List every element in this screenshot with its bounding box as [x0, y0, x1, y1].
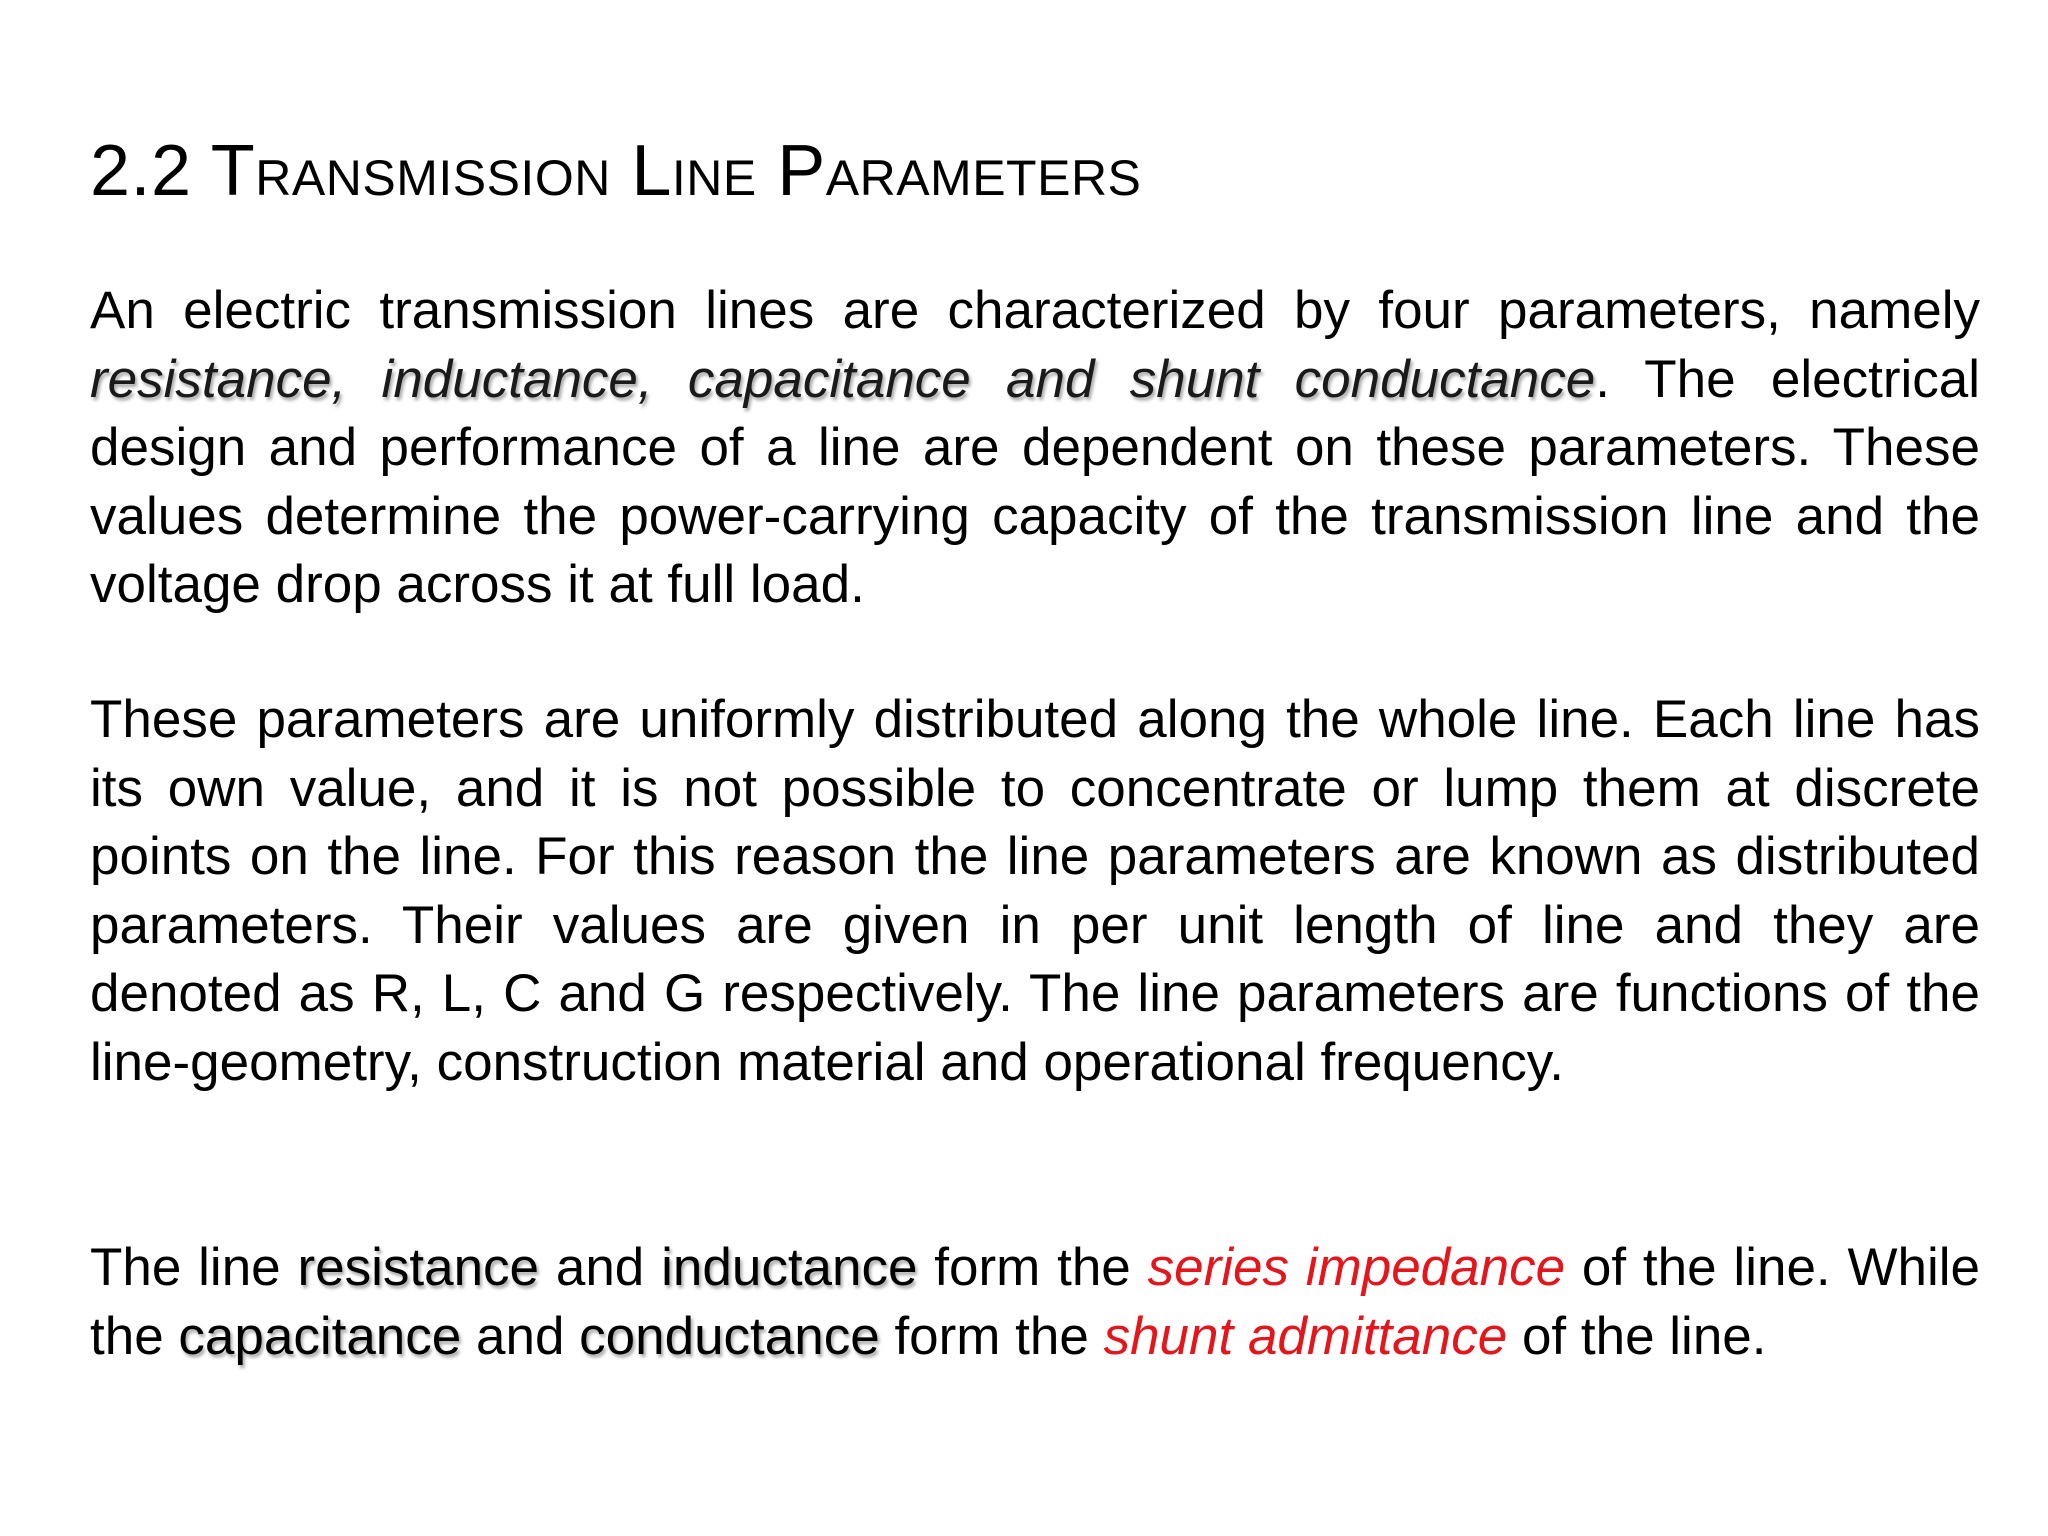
p3-resistance: resistance [297, 1238, 540, 1297]
p3-inductance: inductance [661, 1238, 918, 1297]
p3-text-e: and [461, 1306, 580, 1366]
p3-capacitance: capacitance [178, 1306, 462, 1366]
p3-text-d: of the line. While the [90, 1238, 1980, 1366]
p3-series-impedance: series impedance [1147, 1238, 1566, 1297]
p1-parameters-highlight: resistance, inductance, capacitance and shunt conductance [90, 349, 1596, 409]
p3-text-c: form the [917, 1238, 1148, 1297]
p3-text-b: and [539, 1238, 662, 1297]
paragraph-impedance-admittance [90, 1234, 1980, 1371]
p2-text: These parameters are uniformly distributed along the whole line. Each line has its own value, and it is not possible to concentrate or lump them at discrete points on the line. For this reason the line parameters are known as distributed parameters. Their values are given in per unit length of line and they are denoted as R, L, C and G respectively. The line parameters are functions of the line-geometry, construction material and operational frequency. [90, 690, 1980, 1092]
p3-text-g: of the line. [1507, 1306, 1767, 1366]
slide-title: 2.2 Transmission Line Parameters [90, 131, 1142, 211]
p1-text-a: An electric transmission lines are characterized by four parameters, namely [90, 281, 1980, 340]
p3-shunt-admittance: shunt admittance [1103, 1306, 1508, 1366]
p3-conductance: conductance [579, 1306, 880, 1366]
p1-text-b: . The electrical design and performance of a line are dependent on these parameters. These values determine the power-carrying capacity of the transmission line and the voltage drop across it at full load. [90, 349, 1981, 615]
p3-text-f: form the [879, 1306, 1104, 1366]
paragraph-parameters-intro [90, 277, 1980, 620]
p3-text-a: The line [90, 1238, 298, 1297]
paragraph-distributed-parameters [90, 686, 1980, 1098]
